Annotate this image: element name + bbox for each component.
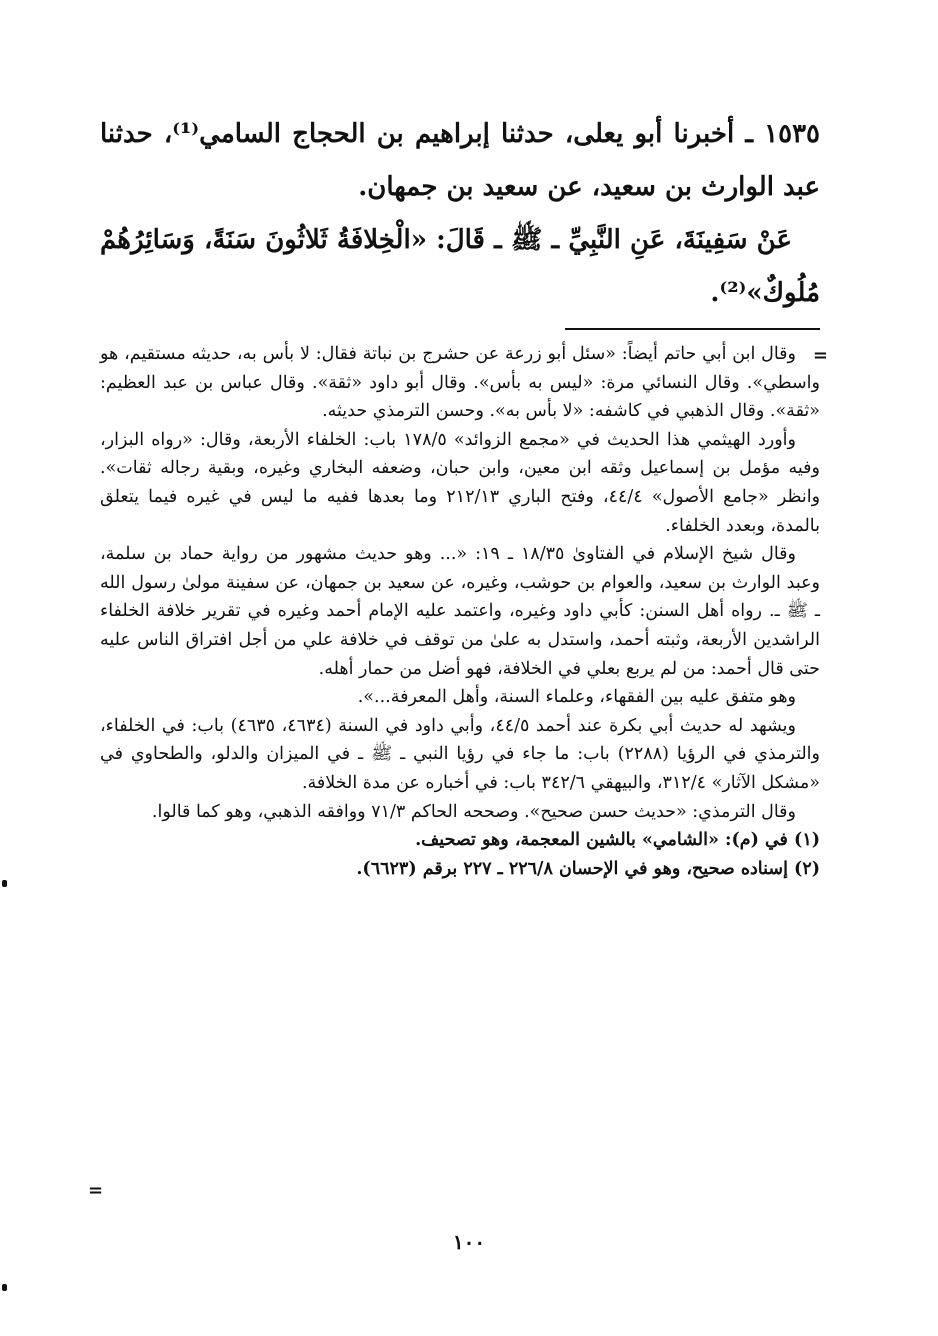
footnote-1: (١) في (م): «الشامي» بالشين المعجمة، وهو تصحيف. (415, 830, 820, 851)
footnote-divider (565, 328, 820, 330)
scan-mark (2, 1284, 7, 1291)
bottom-continuation-mark: = (88, 1180, 104, 1201)
scan-mark (2, 880, 7, 887)
hadith-matn: عَنْ سَفِينَةَ، عَنِ النَّبِيِّ ـ ﷺ ـ قَالَ: «الْخِلافَةُ ثَلاثُونَ سَنَةً، وَسَائِرُهُمْ مُلُوكٌ»⁽²⁾. (100, 225, 820, 308)
main-hadith-block (100, 108, 820, 320)
note-paragraph: وقال شيخ الإسلام في الفتاوىٰ ١٨/٣٥ ـ ١٩: «... وهو حديث مشهور من رواية حماد بن سلمة، وعبد الوارث بن سعيد، والعوام بن حوشب، وغيره، عن سعيد بن جمهان، عن سفينة مولىٰ رسول الله ـ ﷺ ـ. رواه أهل السنن: كأبي داود وغيره، واعتمد عليه الإمام أحمد وغيره في تقرير خلافة الخلفاء الراشدين الأربعة، وثبته أحمد، واستدل به علىٰ من توقف في خلافة علي من أجل افتراق الناس عليه حتى قال أحمد: من لم يربع بعلي في الخلافة، فهو أضل من حمار أهله. (100, 544, 820, 679)
footnotes-section (100, 340, 820, 883)
note-paragraph: وقال الترمذي: «حديث حسن صحيح». وصححه الحاكم ٧١/٣ ووافقه الذهبي، وهو كما قالوا. (151, 801, 796, 822)
page-number: ١٠٠ (452, 1230, 486, 1254)
note-paragraph: وأورد الهيثمي هذا الحديث في «مجمع الزوائد» ١٧٨/٥ باب: الخلفاء الأربعة، وقال: «رواه البزار، وفيه مؤمل بن إسماعيل وثقه ابن معين، وابن حبان، وضعفه البخاري وغيره، وبقية رجاله ثقات». وانظر «جامع الأصول» ٤٤/٤، وفتح الباري ٢١٢/١٣ وما بعدها ففيه ما ليس في غيره فيما يتعلق بالمدة، وبعدد الخلفاء. (100, 429, 821, 536)
note-paragraph: وهو متفق عليه بين الفقهاء، وعلماء السنة، وأهل المعرفة...». (357, 687, 796, 708)
continuation-mark: = (812, 345, 828, 366)
footnote-2: (٢) إسناده صحيح، وهو في الإحسان ٢٢٦/٨ ـ ٢٢٧ برقم (٦٦٢٣). (356, 858, 820, 879)
isnad-line: ١٥٣٥ ـ أخبرنا أبو يعلى، حدثنا إبراهيم بن الحجاج السامي⁽¹⁾، حدثنا عبد الوارث بن سعيد، عن سعيد بن جمهان. (100, 119, 820, 202)
note-paragraph: وقال ابن أبي حاتم أيضاً: «سئل أبو زرعة عن حشرج بن نباتة فقال: لا بأس به، حديثه مستقيم، هو واسطي». وقال النسائي مرة: «ليس به بأس». وقال أبو داود «ثقة». وقال عباس بن عبد العظيم: «ثقة». وقال الذهبي في كاشفه: «لا بأس به». وحسن الترمذي حديثه. (100, 344, 820, 422)
note-paragraph: ويشهد له حديث أبي بكرة عند أحمد ٤٤/٥، وأبي داود في السنة (٤٦٣٤، ٤٦٣٥) باب: في الخلفاء، والترمذي في الرؤيا (٢٢٨٨) باب: ما جاء في رؤيا النبي ـ ﷺ ـ في الميزان والدلو، والطحاوي في «مشكل الآثار» ٣١٢/٤، والبيهقي ٣٤٢/٦ باب: في أخباره عن مدة الخلافة. (100, 715, 820, 793)
